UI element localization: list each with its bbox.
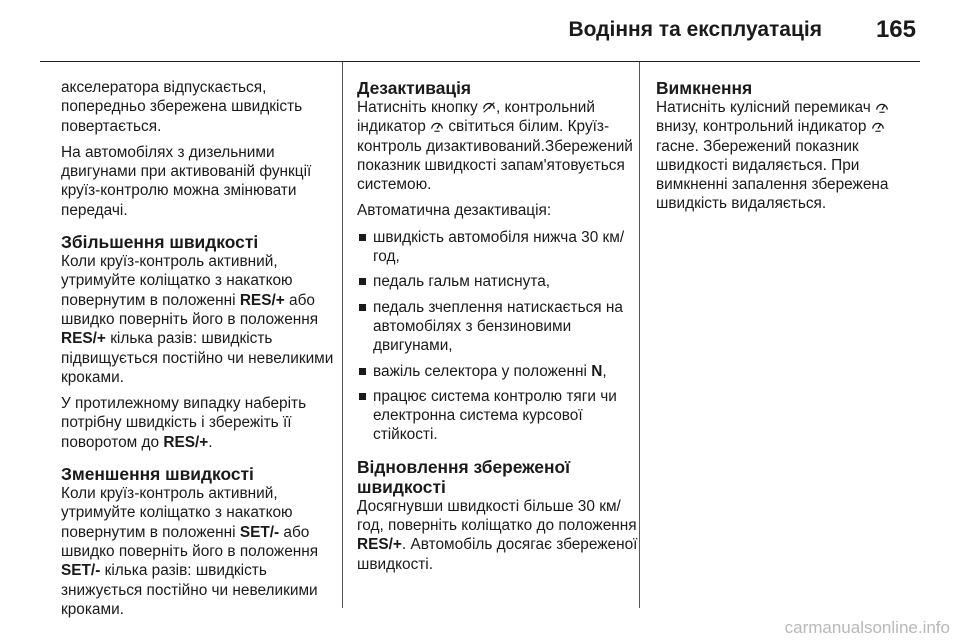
- paragraph: Коли круїз-контроль активний, утримуйте коліщатко з накаткою повернутим в положенні SET/- або швидко поверніть його в положення SET/- кілька разів: швидкість знижується постійно чи невеликими кроками.: [61, 485, 319, 618]
- list-item: швидкість автомобіля нижча 30 км/год,: [357, 228, 641, 267]
- page-title: Водіння та експлуатація: [568, 18, 822, 41]
- section-heading-restore: Відновлення збереженої швидкості: [357, 456, 570, 497]
- paragraph: На автомобілях з дизельними двигунами при активованій функції круїз-контролю можна змінювати передачі.: [61, 143, 312, 219]
- watermark: carmanualsonline.info: [784, 618, 950, 637]
- section-heading-off: Вимкнення: [656, 78, 753, 98]
- paragraph: Натисніть кнопку , контрольний індикатор світиться білим. Круїз-контроль дизактивований.Збережений показник швидкості запам'ятовується системою.: [357, 99, 633, 194]
- page-header: [0, 0, 960, 60]
- cruise-cancel-icon: [482, 100, 496, 114]
- bullet-list: [357, 228, 641, 445]
- cruise-control-icon: [875, 100, 889, 114]
- column-right: [656, 62, 916, 612]
- paragraph: Коли круїз-контроль активний, утримуйте коліщатко з накаткою повернутим в положенні RES/+ або швидко поверніть його в положення RES/+ кілька разів: швидкість підвищується постійно чи невеликими кроками.: [61, 253, 334, 386]
- cruise-control-icon: [871, 119, 885, 133]
- page-number: 165: [875, 16, 916, 43]
- list-item: важіль селектора у положенні N,: [357, 362, 641, 381]
- cruise-control-icon: [430, 119, 444, 133]
- paragraph: У протилежному випадку наберіть потрібну швидкість і збережіть її поворотом до RES/+.: [61, 395, 307, 451]
- section-heading-decrease: Зменшення швидкості: [61, 464, 254, 485]
- list-item: педаль зчеплення натискається на автомобілях з бензиновими двигунами,: [357, 298, 641, 356]
- paragraph: Натисніть кулісний перемикач внизу, контрольний індикатор гасне. Збережений показник швидкості видаляється. При вимкненні запалення збережена швидкість видаляється.: [656, 99, 889, 213]
- column-divider: [342, 62, 343, 608]
- paragraph: Досягнувши швидкості більше 30 км/год, поверніть коліщатко до положення RES/+. Автомобіль досягає збереженої швидкості.: [357, 497, 638, 573]
- section-heading-increase: Збільшення швидкості: [61, 232, 259, 253]
- list-item: працює система контролю тяги чи електронна система курсової стійкості.: [357, 387, 641, 445]
- list-item: педаль гальм натиснута,: [357, 272, 641, 291]
- paragraph: Автоматична дезактивація:: [357, 202, 552, 220]
- section-heading-deactivation: Дезактивація: [357, 78, 472, 98]
- column-left: [61, 62, 339, 618]
- column-middle: [357, 62, 641, 612]
- paragraph: акселератора відпускається, попередньо збережена швидкість повертається.: [61, 79, 303, 135]
